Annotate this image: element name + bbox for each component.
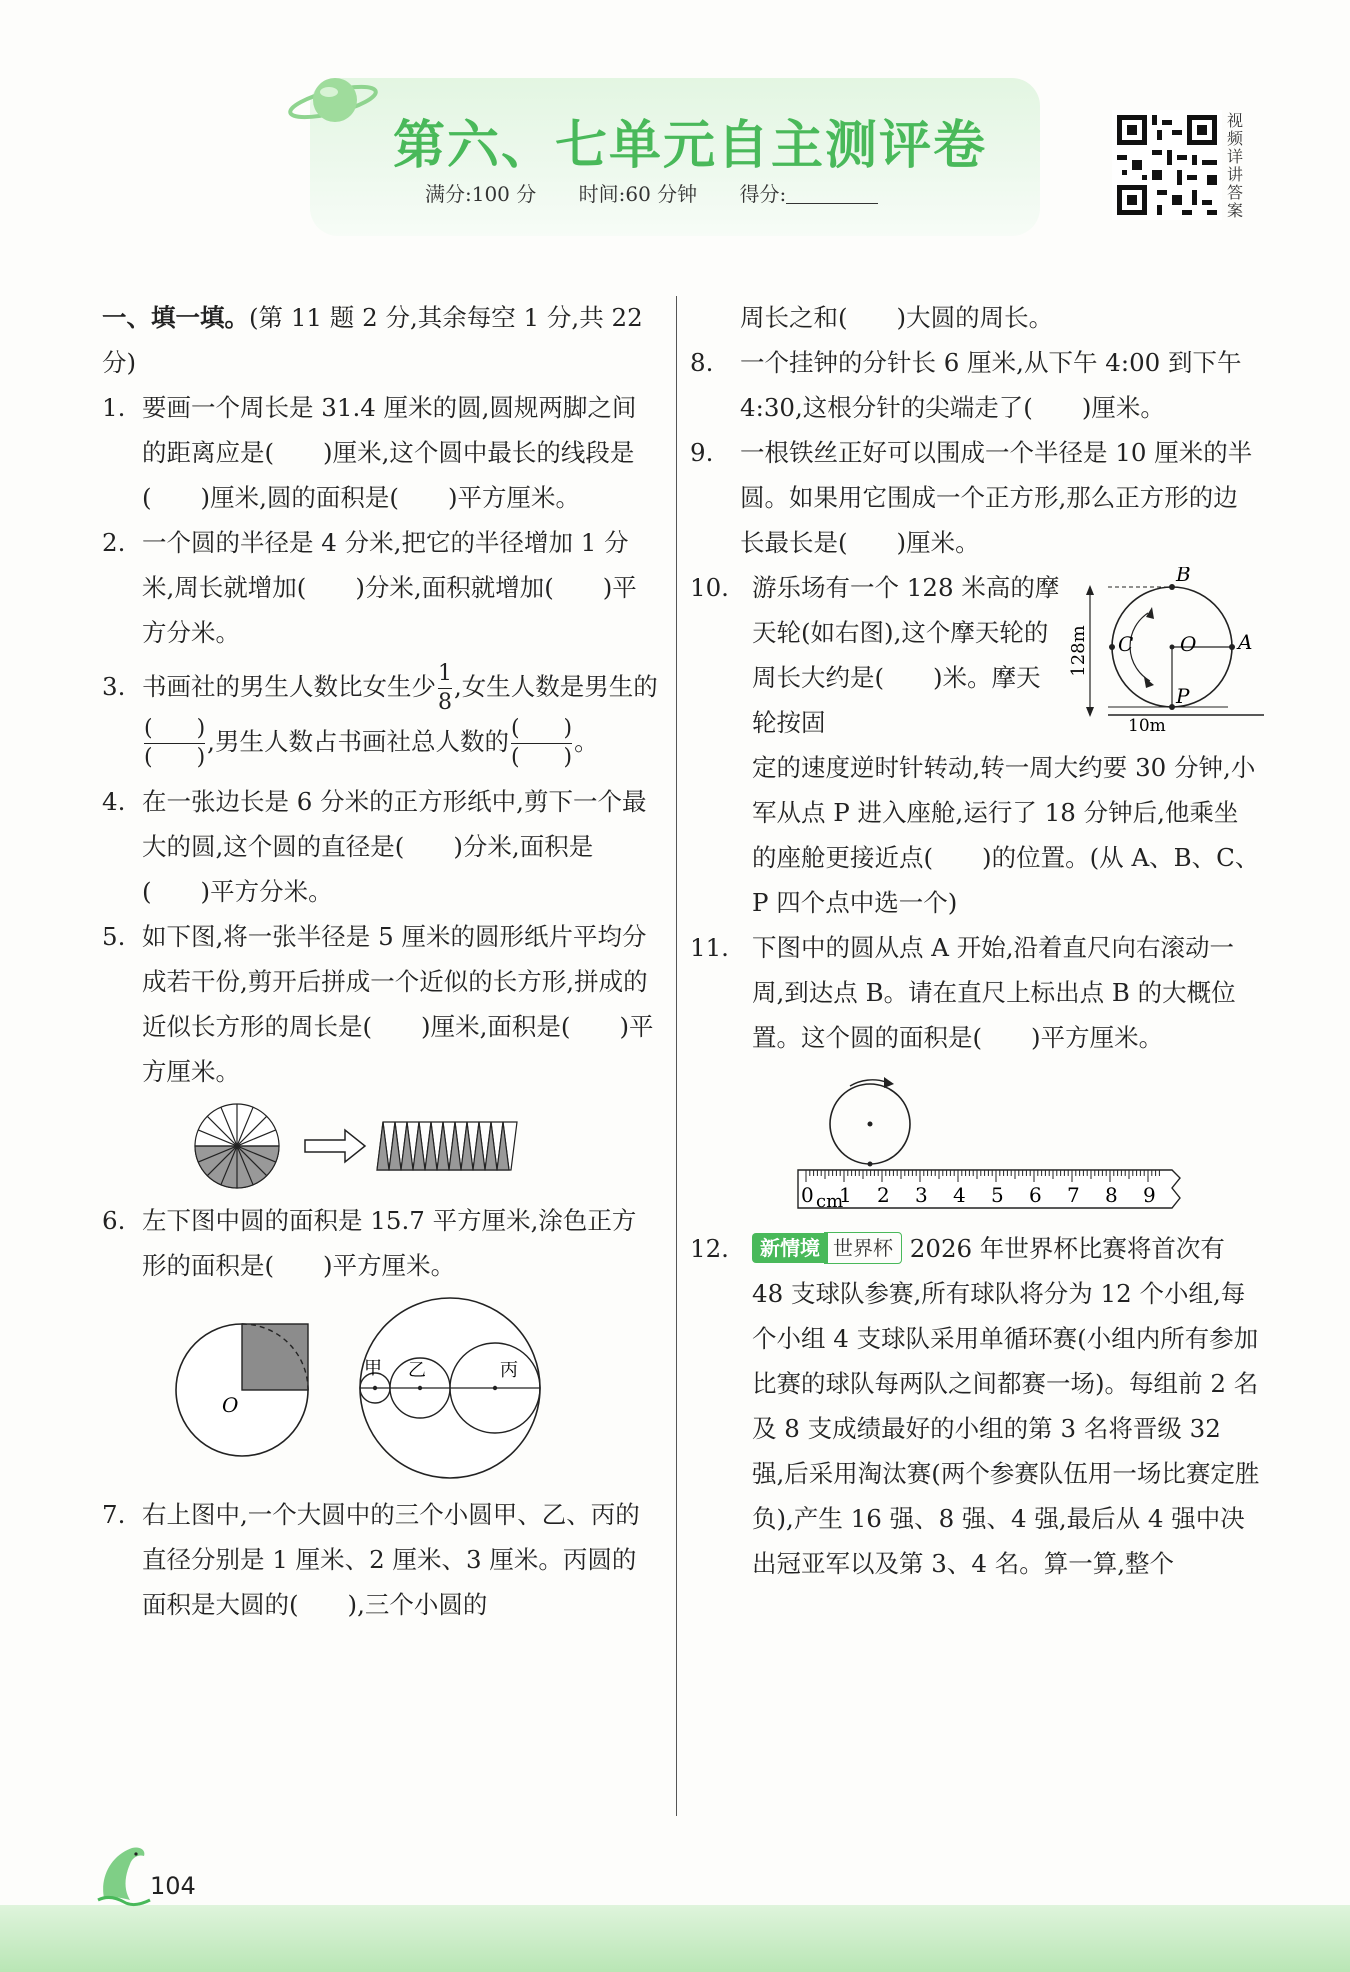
question-10-continued xyxy=(700,745,1260,925)
question-number: 1. xyxy=(102,393,126,422)
question-10 xyxy=(690,565,1260,745)
height-label: 128m xyxy=(1068,625,1089,677)
sectored-circle xyxy=(195,1104,279,1188)
question-7-continued xyxy=(700,295,1260,340)
right-column xyxy=(690,295,1260,1586)
question-text: 左下图中圆的面积是 15.7 平方厘米,涂色正方形的面积是( )平方厘米。 xyxy=(142,1206,637,1280)
width-label: 10m xyxy=(1128,716,1166,736)
blank-numerator: ( ) xyxy=(510,716,573,741)
point-label-a: A xyxy=(1238,630,1253,654)
question-6 xyxy=(102,1198,658,1492)
question-number: 4. xyxy=(102,787,126,816)
full-score: 满分:100 分 xyxy=(425,182,537,206)
question-5 xyxy=(102,914,658,1192)
question-text: 如下图,将一张半径是 5 厘米的圆形纸片平均分成若干份,剪开后拼成一个近似的长方形,拼成的近似长方形的周长是( )厘米,面积是( )平方厘米。 xyxy=(142,922,654,1086)
figures-row xyxy=(142,1292,658,1492)
world-cup-tag: 世界杯 xyxy=(824,1232,902,1264)
question-number: 3. xyxy=(102,672,126,701)
question-7 xyxy=(102,1492,658,1627)
ruler-label: 5 xyxy=(991,1183,1004,1207)
fraction-numerator: 1 xyxy=(438,661,452,686)
question-text: 在一张边长是 6 分米的正方形纸中,剪下一个最大的圆,这个圆的直径是( )分米,面积是( )平方分米。 xyxy=(142,787,647,906)
question-4 xyxy=(102,779,658,914)
question-12 xyxy=(690,1226,1260,1586)
circle-label-yi: 乙 xyxy=(408,1360,426,1381)
point-label-o: O xyxy=(1180,632,1197,656)
question-text: ,男生人数占书画社总人数的 xyxy=(207,727,509,756)
arrow-icon xyxy=(305,1130,365,1162)
ruler-label: 9 xyxy=(1143,1183,1156,1207)
question-number: 2. xyxy=(102,528,126,557)
new-context-tag: 新情境 xyxy=(752,1233,828,1263)
blank-numerator: ( ) xyxy=(144,716,206,741)
question-text: 一根铁丝正好可以围成一个半径是 10 厘米的半圆。如果用它围成一个正方形,那么正方形的边长最长是( )厘米。 xyxy=(740,438,1253,557)
ruler-label: 3 xyxy=(915,1183,928,1207)
section-header xyxy=(102,295,658,385)
question-text: 一个挂钟的分针长 6 厘米,从下午 4:00 到下午 4:30,这根分针的尖端走了( )厘米。 xyxy=(740,348,1242,422)
page-number: 104 xyxy=(150,1872,196,1900)
score-blank xyxy=(786,203,878,204)
point-label-b: B xyxy=(1176,567,1191,586)
question-text: 一个圆的半径是 4 分米,把它的半径增加 1 分米,周长就增加( )分米,面积就增加( )平方分米。 xyxy=(142,528,637,647)
circle-square-figure xyxy=(172,1300,322,1470)
section-heading: 一、填一填。 xyxy=(102,303,249,332)
question-text: 2026 年世界杯比赛将首次有 48 支球队参赛,所有球队将分为 12 个小组,每个小组 4 支球队采用单循环赛(小组内所有参加比赛的球队每两队之间都赛一场)。每组前 2 名及 8 支成绩最好的小组的第 3 名将晋级 32 强,后采用淘汰赛(两个参赛队伍用一场比赛定胜负),产生 16 强、8 强、4 强,最后从 4 强中决出冠亚军以及第 3、4 名。算一算,整个 xyxy=(752,1234,1260,1578)
question-text: 周长之和( )大圆的周长。 xyxy=(740,303,1054,332)
question-11 xyxy=(690,925,1260,1216)
question-text: 定的速度逆时针转动,转一周大约要 30 分钟,小军从点 P 进入座舱,运行了 18 分钟后,他乘坐的座舱更接近点( )的位置。(从 A、B、C、P 四个点中选一个) xyxy=(752,753,1260,917)
question-text: 。 xyxy=(574,727,599,756)
question-3 xyxy=(102,661,658,771)
page-title: 第六、七单元自主测评卷 xyxy=(392,116,987,176)
approx-rectangle xyxy=(377,1122,517,1170)
qr-caption: 视频详讲答案 xyxy=(1227,111,1244,220)
point-label-p: P xyxy=(1176,684,1190,708)
ruler-label: 7 xyxy=(1067,1183,1080,1207)
question-text: 要画一个周长是 31.4 厘米的圆,圆规两脚之间的距离应是( )厘米,这个圆中最长的线段是( )厘米,圆的面积是( )平方厘米。 xyxy=(142,393,637,512)
rolling-circle-ruler-figure xyxy=(792,1066,1192,1216)
question-9 xyxy=(690,430,1260,565)
question-number: 7. xyxy=(102,1500,126,1529)
exam-meta xyxy=(425,178,914,207)
question-number: 5. xyxy=(102,922,126,951)
question-number: 6. xyxy=(102,1206,126,1235)
circle-to-rectangle-figure xyxy=(187,1100,687,1192)
question-1 xyxy=(102,385,658,520)
column-divider xyxy=(676,296,677,1816)
circle-label-jia: 甲 xyxy=(364,1358,382,1379)
ruler-label: 0 xyxy=(801,1183,814,1207)
ruler-label: 2 xyxy=(877,1183,890,1207)
ruler-label: 8 xyxy=(1105,1183,1118,1207)
center-label-o: O xyxy=(222,1393,239,1417)
fraction-one-eighth xyxy=(438,661,452,716)
question-2 xyxy=(102,520,658,655)
ruler-label: 6 xyxy=(1029,1183,1042,1207)
time-limit: 时间:60 分钟 xyxy=(578,182,698,206)
question-text: 右上图中,一个大圆中的三个小圆甲、乙、丙的直径分别是 1 厘米、2 厘米、3 厘米。丙圆的面积是大圆的( ),三个小圆的 xyxy=(142,1500,640,1619)
left-column xyxy=(102,295,658,1627)
three-circles-figure xyxy=(350,1292,550,1492)
ferris-wheel-figure xyxy=(1068,567,1264,737)
question-number: 8. xyxy=(690,348,714,377)
question-text: ,女生人数是男生的 xyxy=(454,672,658,701)
question-number: 10. xyxy=(690,573,729,602)
question-number: 12. xyxy=(690,1234,729,1263)
question-8 xyxy=(690,340,1260,430)
point-label-c: C xyxy=(1118,632,1134,656)
ruler-label: 1 xyxy=(839,1183,852,1207)
question-text: 书画社的男生人数比女生少 xyxy=(142,672,436,701)
footer-band xyxy=(0,1905,1350,1972)
blank-denominator: ( ) xyxy=(510,745,573,770)
fraction-denominator: 8 xyxy=(438,690,452,715)
score-label: 得分: xyxy=(739,182,787,206)
fraction-blank[interactable] xyxy=(144,716,205,771)
circle-label-bing: 丙 xyxy=(500,1360,518,1381)
score-field xyxy=(740,182,879,206)
blank-denominator: ( ) xyxy=(144,745,206,770)
ruler-label: 4 xyxy=(953,1183,966,1207)
section-note: (第 11 题 2 分,其余每空 1 分,共 22 分) xyxy=(102,303,643,377)
fraction-blank[interactable] xyxy=(511,716,572,771)
qr-code-icon[interactable] xyxy=(1112,110,1222,220)
question-text: 下图中的圆从点 A 开始,沿着直尺向右滚动一周,到达点 B。请在直尺上标出点 B 的大概位置。这个圆的面积是( )平方厘米。 xyxy=(752,933,1236,1052)
ruler-unit: cm xyxy=(816,1191,844,1212)
question-text: 游乐场有一个 128 米高的摩天轮(如右图),这个摩天轮的周长大约是( )米。摩天轮按固 xyxy=(752,573,1060,737)
dolphin-icon xyxy=(94,1838,154,1908)
question-number: 11. xyxy=(690,933,729,962)
question-number: 9. xyxy=(690,438,714,467)
